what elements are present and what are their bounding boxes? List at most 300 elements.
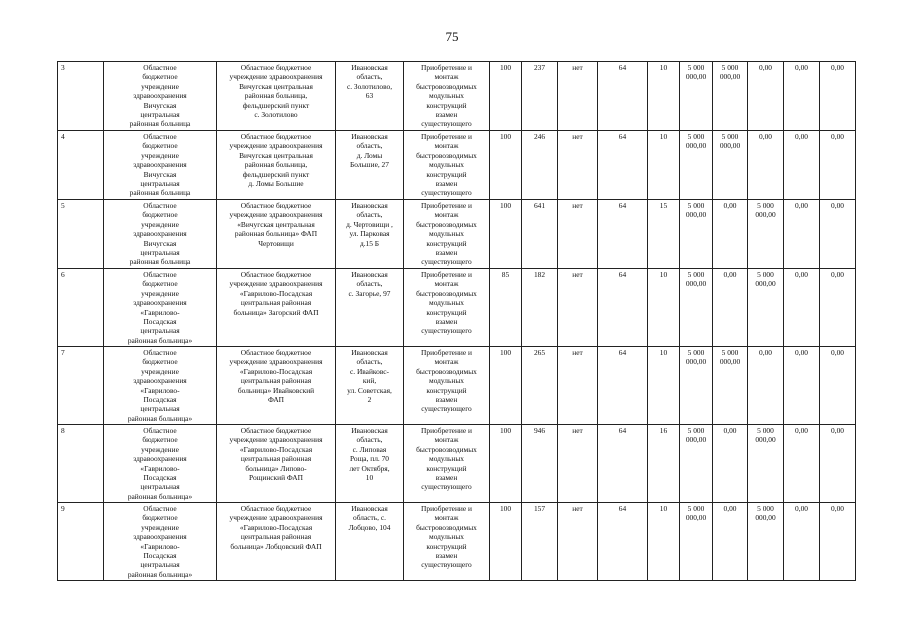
cell-amount-1 [680,62,713,131]
cell-text-line: взамен [435,551,458,561]
cell-text-line: существующего [421,482,472,492]
cell-text-line: «Гаврилово-Посадская [239,444,313,454]
cell-text: 10 [659,270,668,279]
table-row [58,131,856,200]
cell-text-line: 5 000 [757,426,774,435]
cell-organization [104,347,217,425]
cell-amount-1 [680,503,713,581]
cell-value-1 [490,269,522,347]
cell-text-line: модульных [429,160,464,170]
cell-text-line: д. Ломы [356,150,383,160]
cell-text-line: Посадская [143,395,177,405]
cell-text-line: «Гаврилово-Посадская [239,288,313,298]
cell-text-line: существующего [421,326,472,336]
cell-text-line: центральная [140,482,180,492]
cell-text-line: районная больница, [244,91,308,101]
cell-text: 100 [499,201,512,210]
table-row [58,503,856,581]
cell-amount-1 [680,347,713,425]
cell-text-line: Приобретение и [421,348,472,357]
cell-text-line: центральная районная [240,454,312,464]
cell-amount-3 [748,62,784,131]
cell-text-line: 5 000 [687,201,705,210]
cell-text: 9 [61,504,65,513]
cell-text-line: Приобретение и [421,132,472,141]
cell-number [58,425,104,503]
cell-text: 0,00 [795,348,808,357]
cell-text-line: д.15 Б [359,238,380,248]
cell-organization [104,62,217,131]
cell-value-3 [558,62,598,131]
cell-amount-4 [784,200,820,269]
cell-text-line: взамен [435,317,458,327]
cell-facility [217,425,336,503]
cell-text-line: область, [356,72,383,82]
cell-text: 15 [659,201,668,210]
cell-text: нет [572,270,583,279]
cell-number [58,200,104,269]
cell-text-line: Ивановская [351,201,388,210]
cell-text-line: конструкций [426,100,467,110]
cell-value-2 [522,62,558,131]
cell-address [336,347,404,425]
cell-text-line: с. Загорье, 97 [348,288,391,298]
cell-text: 100 [499,132,512,141]
cell-text-line: 0,00 [723,504,737,513]
cell-text: 64 [618,63,627,72]
cell-amount-2 [713,200,748,269]
cell-text: 10 [659,348,668,357]
cell-text-line: 5 000 [757,270,774,279]
cell-text-line: Областное [143,504,177,513]
cell-text-line: 000,00 [685,141,707,151]
cell-text-line: районная больница» [127,335,193,345]
cell-text-line: 5 000 [687,348,705,357]
cell-value-5 [648,62,680,131]
cell-text-line: 0,00 [759,132,772,141]
cell-text-line: учреждение [141,522,179,532]
cell-text: 10 [659,132,668,141]
cell-text-line: 0,00 [723,201,737,210]
cell-facility [217,131,336,200]
cell-text-line: бюджетное [142,279,178,289]
cell-text-line: конструкций [426,385,467,395]
cell-text-line: бюджетное [142,141,178,151]
cell-facility [217,347,336,425]
cell-text-line: учреждение здравоохранения [229,435,323,445]
cell-value-4 [598,347,648,425]
cell-action [404,347,490,425]
cell-text-line: районная больница» [127,491,193,501]
cell-text-line: Ивановская [351,132,388,141]
cell-text-line: взамен [435,395,458,405]
table-row [58,347,856,425]
cell-amount-4 [784,503,820,581]
cell-text-line: «Гаврилово-Посадская [239,366,313,376]
cell-text-line: Вичугская центральная [239,150,313,160]
cell-text-line: Областное [143,348,177,357]
cell-text-line: монтаж [434,72,459,82]
cell-amount-2 [713,503,748,581]
cell-text-line: Областное бюджетное [240,270,312,279]
cell-text-line: монтаж [434,435,459,445]
cell-text-line: Вичугская [143,238,177,248]
cell-text-line: конструкций [426,238,467,248]
cell-value-1 [490,425,522,503]
cell-text-line: лет Октября, [349,463,390,473]
cell-text-line: 5 000 [687,270,705,279]
cell-text-line: модульных [429,91,464,101]
cell-address [336,62,404,131]
cell-text: 157 [533,504,546,513]
cell-amount-2 [713,425,748,503]
cell-text-line: больница» Ивайковский [237,385,315,395]
cell-text-line: учреждение здравоохранения [229,72,323,82]
cell-text-line: фельдшерский пункт [242,100,310,110]
cell-text: 100 [499,504,512,513]
cell-text: 8 [61,426,65,435]
cell-value-3 [558,269,598,347]
cell-text-line: с. Золотилово, [346,81,393,91]
cell-value-5 [648,425,680,503]
cell-value-5 [648,503,680,581]
cell-text-line: область, [356,357,383,367]
cell-text-line: область, [356,435,383,445]
cell-amount-2 [713,131,748,200]
cell-address [336,131,404,200]
cell-text: 6 [61,270,65,279]
cell-text: 7 [61,348,65,357]
cell-amount-3 [748,425,784,503]
cell-value-2 [522,200,558,269]
cell-text-line: здравоохранения [133,454,187,464]
cell-text-line: Областное [143,426,177,435]
cell-text-line: область, [356,210,383,220]
cell-text-line: районная больница» [127,413,193,423]
cell-text-line: Областное бюджетное [240,201,312,210]
cell-text-line: центральная районная [240,298,312,308]
cell-value-2 [522,269,558,347]
cell-text-line: 0,00 [723,270,737,279]
cell-text-line: Областное [143,201,177,210]
cell-text-line: 000,00 [719,72,741,82]
cell-text: 0,00 [831,504,844,513]
cell-number [58,347,104,425]
cell-text: нет [572,504,583,513]
cell-text-line: Ивановская [351,426,388,435]
cell-text-line: центральная [140,110,180,120]
cell-value-2 [522,425,558,503]
cell-text-line: 000,00 [685,513,707,523]
cell-number [58,503,104,581]
cell-text-line: 5 000 [721,63,739,72]
cell-amount-1 [680,425,713,503]
cell-text-line: монтаж [434,279,459,289]
cell-text-line: Ивановская [351,348,388,357]
cell-amount-5 [820,131,856,200]
cell-text-line: модульных [429,454,464,464]
facilities-table [57,61,856,581]
cell-action [404,269,490,347]
cell-value-4 [598,269,648,347]
cell-text-line: учреждение [141,288,179,298]
cell-amount-1 [680,200,713,269]
cell-text: 3 [61,63,65,72]
cell-text-line: взамен [435,248,458,258]
cell-text: 641 [533,201,546,210]
cell-text-line: районная больница [129,188,191,198]
cell-text-line: бюджетное [142,513,178,523]
cell-text-line: районная больница [129,119,191,129]
cell-text-line: конструкций [426,169,467,179]
cell-value-1 [490,131,522,200]
cell-text-line: 000,00 [685,357,707,367]
cell-text-line: быстровозводимых [416,522,477,532]
cell-organization [104,269,217,347]
cell-text-line: фельдшерский пункт [242,169,310,179]
cell-text-line: Областное [143,63,177,72]
page-number: 75 [445,29,459,44]
cell-text-line: взамен [435,179,458,189]
cell-value-2 [522,131,558,200]
cell-number [58,62,104,131]
cell-amount-4 [784,347,820,425]
cell-text-line: существующего [421,188,472,198]
cell-text-line: Ивановская [351,504,388,513]
cell-text-line: существующего [421,560,472,570]
cell-text-line: существующего [421,404,472,414]
cell-text-line: 5 000 [687,132,705,141]
cell-text-line: учреждение [141,81,179,91]
cell-text-line: центральная [140,248,180,258]
cell-address [336,200,404,269]
cell-text-line: центральная [140,326,180,336]
cell-text-line: Приобретение и [421,504,472,513]
cell-text-line: здравоохранения [133,229,187,239]
cell-address [336,269,404,347]
cell-text-line: Областное бюджетное [240,426,312,435]
cell-text-line: монтаж [434,357,459,367]
cell-text-line: 000,00 [755,279,776,289]
cell-text-line: учреждение [141,366,179,376]
cell-address [336,425,404,503]
cell-text-line: 5 000 [687,426,705,435]
cell-amount-1 [680,269,713,347]
cell-organization [104,425,217,503]
cell-text-line: с. Ивайковс- [349,366,390,376]
cell-text: 64 [618,132,627,141]
cell-text: 64 [618,426,627,435]
cell-text-line: районная больница» [127,569,193,579]
cell-text-line: Роща, пл. 70 [349,454,390,464]
cell-text: 0,00 [831,426,844,435]
cell-text-line: Приобретение и [421,270,472,279]
cell-value-3 [558,200,598,269]
cell-text: 64 [618,270,627,279]
cell-amount-2 [713,62,748,131]
cell-amount-3 [748,200,784,269]
cell-text: 237 [533,63,546,72]
cell-text-line: конструкций [426,463,467,473]
cell-text: 5 [61,201,65,210]
cell-action [404,200,490,269]
cell-text-line: 5 000 [757,201,774,210]
table-row [58,62,856,131]
cell-text: 946 [533,426,546,435]
cell-value-3 [558,347,598,425]
cell-text-line: монтаж [434,141,459,151]
cell-text-line: Большие, 27 [350,160,389,170]
cell-amount-5 [820,425,856,503]
cell-facility [217,503,336,581]
cell-amount-5 [820,347,856,425]
cell-organization [104,131,217,200]
cell-text-line: учреждение [141,219,179,229]
cell-value-5 [648,269,680,347]
cell-text: 0,00 [831,63,844,72]
cell-text-line: Посадская [143,317,177,327]
cell-value-4 [598,62,648,131]
cell-text-line: больница» Загорский ФАП [233,307,319,317]
cell-text-line: 000,00 [685,435,707,445]
cell-text: 0,00 [795,270,808,279]
cell-value-3 [558,503,598,581]
cell-text: 16 [659,426,668,435]
cell-text-line: 000,00 [755,210,776,220]
cell-text: 0,00 [795,201,808,210]
cell-text-line: Областное бюджетное [240,348,312,357]
cell-text: нет [572,132,583,141]
cell-amount-5 [820,200,856,269]
cell-text-line: быстровозводимых [416,366,477,376]
cell-value-1 [490,347,522,425]
cell-number [58,131,104,200]
cell-text-line: 000,00 [755,435,776,445]
cell-value-1 [490,503,522,581]
cell-text-line: 5 000 [687,63,705,72]
cell-text-line: д. Чертовищи , [346,219,393,229]
cell-text-line: здравоохранения [133,298,187,308]
cell-text: 0,00 [795,63,808,72]
cell-value-4 [598,503,648,581]
cell-text: нет [572,426,583,435]
cell-text-line: модульных [429,532,464,542]
cell-text: 0,00 [831,201,844,210]
cell-text-line: модульных [429,229,464,239]
cell-value-5 [648,200,680,269]
cell-facility [217,62,336,131]
cell-amount-4 [784,131,820,200]
cell-text-line: «Гаврилово- [140,463,180,473]
cell-text: 4 [61,132,65,141]
cell-text-line: монтаж [434,210,459,220]
cell-text-line: область, с. [353,513,386,523]
cell-action [404,425,490,503]
cell-amount-4 [784,62,820,131]
cell-text-line: центральная районная [240,376,312,386]
cell-value-4 [598,425,648,503]
cell-text-line: 0,00 [759,348,772,357]
cell-text: 265 [533,348,546,357]
cell-value-1 [490,200,522,269]
cell-text-line: существующего [421,119,472,129]
cell-text-line: Ивановская [351,63,388,72]
cell-text-line: взамен [435,473,458,483]
cell-text: 246 [533,132,546,141]
cell-text-line: больница» Лобцовский ФАП [230,541,322,551]
cell-text-line: модульных [429,298,464,308]
cell-text-line: 5 000 [687,504,705,513]
cell-text-line: 63 [365,91,374,101]
cell-value-1 [490,62,522,131]
cell-text-line: Лобцово, 104 [348,522,391,532]
cell-facility [217,200,336,269]
cell-text-line: 000,00 [719,141,741,151]
cell-amount-4 [784,269,820,347]
cell-text-line: быстровозводимых [416,219,477,229]
cell-text-line: 0,00 [759,63,772,72]
cell-value-2 [522,347,558,425]
cell-text-line: область, [356,141,383,151]
cell-text-line: быстровозводимых [416,150,477,160]
cell-text-line: 5 000 [721,348,739,357]
cell-action [404,62,490,131]
cell-text: нет [572,201,583,210]
cell-text-line: бюджетное [142,435,178,445]
cell-text-line: монтаж [434,513,459,523]
cell-text-line: ул. Советская, [347,385,392,395]
cell-text-line: «Вичугская центральная [237,219,315,229]
cell-amount-2 [713,269,748,347]
cell-text-line: Ивановская [351,270,388,279]
cell-text-line: Областное [143,270,177,279]
cell-amount-3 [748,347,784,425]
cell-text: 0,00 [795,132,808,141]
cell-text-line: «Гаврилово- [140,385,180,395]
cell-text-line: районная больница, [244,160,308,170]
cell-value-4 [598,131,648,200]
cell-organization [104,503,217,581]
cell-text-line: 5 000 [757,504,774,513]
cell-text-line: Чертовищи [258,238,294,248]
cell-text-line: учреждение здравоохранения [229,357,323,367]
cell-text-line: здравоохранения [133,160,187,170]
cell-text: 100 [499,348,512,357]
cell-text-line: 000,00 [685,72,707,82]
cell-amount-5 [820,62,856,131]
cell-text: 100 [499,426,512,435]
table-row [58,200,856,269]
cell-text: 182 [533,270,546,279]
cell-text-line: Областное бюджетное [240,63,312,72]
cell-value-5 [648,347,680,425]
cell-text-line: быстровозводимых [416,81,477,91]
cell-text-line: 10 [365,473,374,483]
cell-text-line: учреждение здравоохранения [229,279,323,289]
cell-text-line: «Гаврилово-Посадская [239,522,313,532]
table-row [58,269,856,347]
cell-text-line: Вичугская [143,169,177,179]
cell-text-line: Областное бюджетное [240,504,312,513]
cell-text-line: бюджетное [142,357,178,367]
cell-value-5 [648,131,680,200]
cell-text-line: Областное [143,132,177,141]
cell-text-line: районная больница» ФАП [234,229,318,239]
cell-text-line: бюджетное [142,210,178,220]
cell-text-line: «Гаврилово- [140,307,180,317]
cell-text-line: Рощинский ФАП [249,473,303,483]
cell-text: 10 [659,504,668,513]
